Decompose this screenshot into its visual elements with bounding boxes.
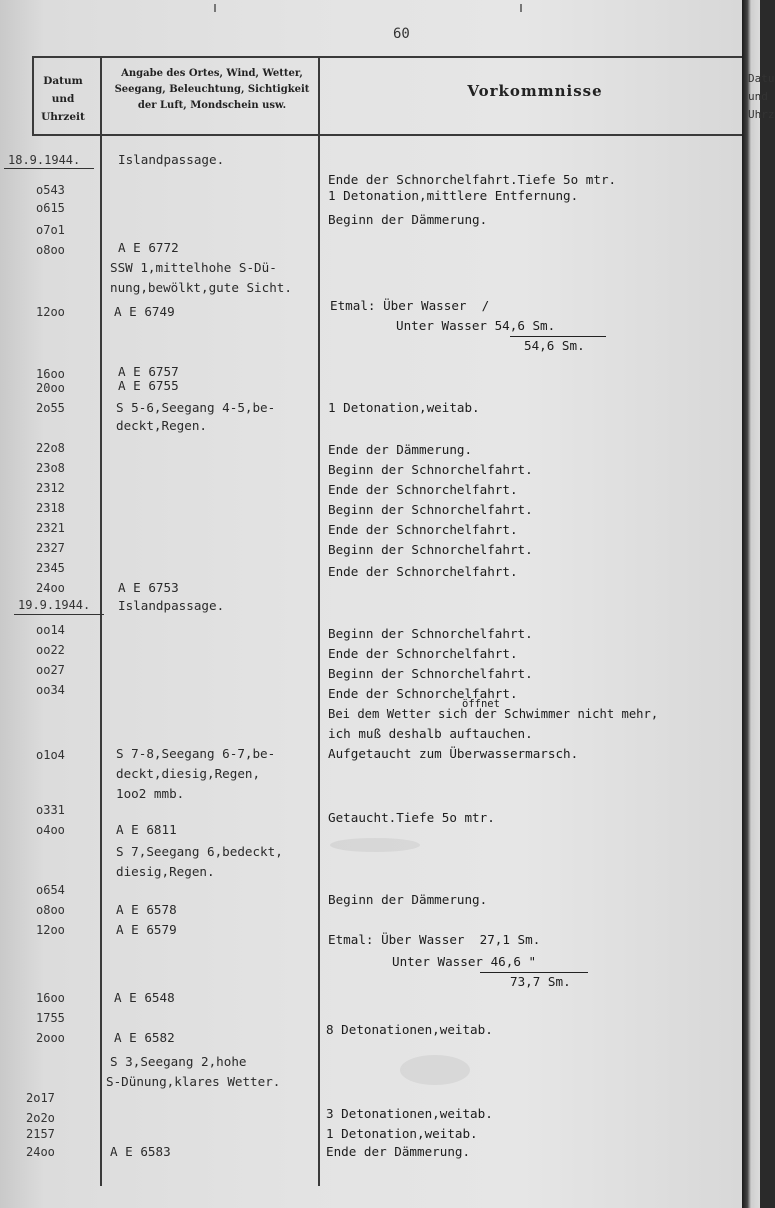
time-entry: o331 <box>36 803 65 817</box>
event-entry: Ende der Schnorchelfahrt.Tiefe 5o mtr. <box>328 172 617 187</box>
page-number: 60 <box>393 26 410 42</box>
date-entry: 19.9.1944. <box>18 598 91 612</box>
date-entry: 18.9.1944. <box>8 153 81 167</box>
time-entry: oo22 <box>36 643 65 657</box>
header-datum-line: Datum <box>43 75 83 87</box>
event-entry: Beginn der Schnorchelfahrt. <box>328 626 533 641</box>
ort-entry: SSW 1,mittelhohe S-Dü- <box>110 260 277 275</box>
event-entry: Ende der Schnorchelfahrt. <box>328 522 518 537</box>
ort-entry: A E 6578 <box>116 902 177 917</box>
etmal-total: 54,6 Sm. <box>524 338 585 353</box>
header-datum <box>32 72 94 126</box>
event-entry: Ende der Schnorchelfahrt. <box>328 686 518 701</box>
handwritten-insertion: öffnet <box>462 698 500 710</box>
ort-entry: A E 6772 <box>118 240 179 255</box>
event-entry: Ende der Schnorchelfahrt. <box>328 564 518 579</box>
event-entry: 1 Detonation,mittlere Entfernung. <box>328 188 579 203</box>
table-top-border <box>32 56 742 58</box>
time-entry: 2o17 <box>26 1091 55 1105</box>
adjacent-page-fragment: Datu <box>748 72 775 85</box>
ort-entry: A E 6579 <box>116 922 177 937</box>
event-entry: Beginn der Schnorchelfahrt. <box>328 502 533 517</box>
ort-entry: A E 6749 <box>114 304 175 319</box>
header-ort <box>108 66 316 114</box>
ort-entry: nung,bewölkt,gute Sicht. <box>110 280 292 295</box>
ort-entry: A E 6548 <box>114 990 175 1005</box>
header-bottom-border <box>32 134 742 136</box>
time-entry: o1o4 <box>36 748 65 762</box>
time-entry: o8oo <box>36 903 65 917</box>
time-entry: 16oo <box>36 367 65 381</box>
time-entry: 20oo <box>36 381 65 395</box>
time-entry: 1755 <box>36 1011 65 1025</box>
ort-entry: S 3,Seegang 2,hohe <box>110 1054 247 1069</box>
event-entry: Ende der Schnorchelfahrt. <box>328 646 518 661</box>
header-datum-line: Uhrzeit <box>41 111 85 123</box>
etmal-total: 73,7 Sm. <box>510 974 571 989</box>
etmal-entry: Unter Wasser 46,6 " <box>392 954 537 969</box>
time-entry: o7o1 <box>36 223 65 237</box>
header-ort-line: der Luft, Mondschein usw. <box>137 100 287 111</box>
ort-entry: diesig,Regen. <box>116 864 215 879</box>
ort-entry: Islandpassage. <box>118 598 225 613</box>
header-ort-line: Seegang, Beleuchtung, Sichtigkeit <box>114 84 310 95</box>
etmal-entry: Etmal: Über Wasser / <box>330 298 490 313</box>
time-entry: 16oo <box>36 991 65 1005</box>
date-underline <box>14 614 104 615</box>
adjacent-page-edge <box>742 0 775 1208</box>
time-entry: oo14 <box>36 623 65 637</box>
etmal-entry: Etmal: Über Wasser 27,1 Sm. <box>328 932 541 947</box>
ort-entry: S 7-8,Seegang 6-7,be- <box>116 746 276 761</box>
time-entry: oo34 <box>36 683 65 697</box>
event-entry: 3 Detonationen,weitab. <box>326 1106 493 1121</box>
column-divider-ort <box>318 56 320 1186</box>
event-entry: ich muß deshalb auftauchen. <box>328 726 533 741</box>
time-entry: 12oo <box>36 305 65 319</box>
page-edge-mark <box>214 4 216 12</box>
ort-entry: A E 6757 <box>118 364 179 379</box>
scan-smudge <box>330 838 420 852</box>
time-entry: 2o2o <box>26 1111 55 1125</box>
event-entry: 1 Detonation,weitab. <box>326 1126 478 1141</box>
time-entry: 24oo <box>26 1145 55 1159</box>
ort-entry: A E 6582 <box>114 1030 175 1045</box>
event-entry: Ende der Dämmerung. <box>326 1144 471 1159</box>
event-entry: Beginn der Schnorchelfahrt. <box>328 666 533 681</box>
ort-entry: A E 6583 <box>110 1144 171 1159</box>
ort-entry: S 5-6,Seegang 4-5,be- <box>116 400 276 415</box>
time-entry: 23o8 <box>36 461 65 475</box>
time-entry: o4oo <box>36 823 65 837</box>
time-entry: o8oo <box>36 243 65 257</box>
ort-entry: A E 6753 <box>118 580 179 595</box>
header-ort-line: Angabe des Ortes, Wind, Wetter, <box>121 68 303 79</box>
event-entry: Bei dem Wetter sich der Schwimmer nicht mehr, <box>328 707 659 721</box>
event-entry: Beginn der Schnorchelfahrt. <box>328 462 533 477</box>
event-entry: Ende der Dämmerung. <box>328 442 473 457</box>
time-entry: 2312 <box>36 481 65 495</box>
ort-entry: Islandpassage. <box>118 152 225 167</box>
time-entry: o543 <box>36 183 65 197</box>
event-entry: Aufgetaucht zum Überwassermarsch. <box>328 746 579 761</box>
ort-entry: A E 6811 <box>116 822 177 837</box>
time-entry: 2ooo <box>36 1031 65 1045</box>
page-edge-mark <box>520 4 522 12</box>
header-datum-line: und <box>51 93 75 105</box>
time-entry: 12oo <box>36 923 65 937</box>
time-entry: 2318 <box>36 501 65 515</box>
ort-entry: 1oo2 mmb. <box>116 786 185 801</box>
date-underline <box>4 168 94 169</box>
adjacent-page-fragment: Uhrz <box>748 108 775 121</box>
event-entry: 1 Detonation,weitab. <box>328 400 480 415</box>
time-entry: o654 <box>36 883 65 897</box>
etmal-entry: Unter Wasser 54,6 Sm. <box>396 318 556 333</box>
time-entry: 2345 <box>36 561 65 575</box>
event-entry: 8 Detonationen,weitab. <box>326 1022 493 1037</box>
adjacent-page-fragment: und <box>748 90 768 103</box>
ort-entry: S 7,Seegang 6,bedeckt, <box>116 844 283 859</box>
time-entry: 2157 <box>26 1127 55 1141</box>
scan-smudge <box>400 1055 470 1085</box>
event-entry: Beginn der Dämmerung. <box>328 212 488 227</box>
column-divider-datum <box>100 56 102 1186</box>
time-entry: oo27 <box>36 663 65 677</box>
ort-entry: deckt,Regen. <box>116 418 207 433</box>
ort-entry: deckt,diesig,Regen, <box>116 766 261 781</box>
time-entry: o615 <box>36 201 65 215</box>
ort-entry: S-Dünung,klares Wetter. <box>106 1074 281 1089</box>
time-entry: 2o55 <box>36 401 65 415</box>
event-entry: Beginn der Schnorchelfahrt. <box>328 542 533 557</box>
event-entry: Ende der Schnorchelfahrt. <box>328 482 518 497</box>
time-entry: 2327 <box>36 541 65 555</box>
event-entry: Beginn der Dämmerung. <box>328 892 488 907</box>
time-entry: 24oo <box>36 581 65 595</box>
ort-entry: A E 6755 <box>118 378 179 393</box>
header-vorkommnisse: Vorkommnisse <box>467 82 603 100</box>
event-entry: Getaucht.Tiefe 5o mtr. <box>328 810 495 825</box>
time-entry: 22o8 <box>36 441 65 455</box>
time-entry: 2321 <box>36 521 65 535</box>
